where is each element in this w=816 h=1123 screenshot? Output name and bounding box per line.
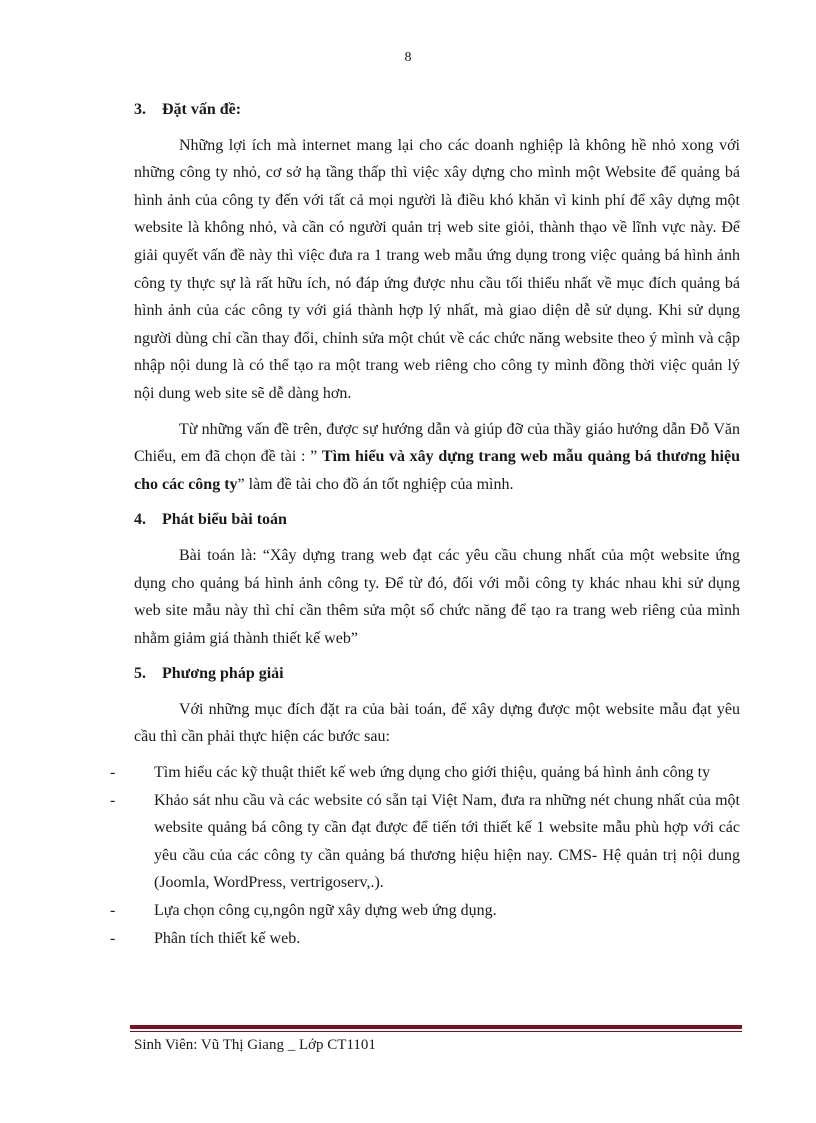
footer-divider-thin — [130, 1031, 742, 1032]
document-body — [110, 90, 740, 952]
paragraph: Bài toán là: “Xây dựng trang web đạt các yêu cầu chung nhất của một website ứng dụng cho quảng bá hình ảnh công ty. Để từ đó, đối với mỗi công ty khác nhau khi sử dụng web site mẫu này thì chỉ cần thêm sửa một số chức năng để tạo ra trang web riêng của mình nhằm giảm giá thành thiết kế web” — [134, 546, 740, 647]
list-item — [110, 759, 740, 787]
section-4-heading — [134, 506, 740, 534]
dash-bullet: - — [110, 902, 116, 920]
section-5-heading — [134, 660, 740, 688]
thesis-topic-title: Tìm hiểu và xây dựng trang web mẫu quảng bá thương hiệu cho các công ty — [134, 448, 740, 493]
list-item — [110, 925, 740, 953]
list-item-text: Phân tích thiết kế web. — [154, 929, 301, 947]
footer-divider-thick — [130, 1025, 742, 1029]
dash-bullet: - — [110, 791, 116, 809]
dash-bullet: - — [110, 764, 116, 782]
paragraph: Với những mục đích đặt ra của bài toán, để xây dựng được một website mẫu đạt yêu cầu thì cần phải thực hiện các bước sau: — [134, 700, 740, 746]
list-item-text: Khảo sát nhu cầu và các website có sẵn tại Việt Nam, đưa ra những nét chung nhất của một website quảng bá công ty cần đạt được để tiến tới thiết kế 1 website mẫu phù hợp với các yêu cầu của các công ty cần quảng bá thương hiệu hiện nay. CMS- Hệ quản trị nội dung (Joomla, WordPress, vertrigoserv,.). — [154, 791, 740, 892]
section-title: Phương pháp giải — [162, 665, 284, 683]
paragraph: Những lợi ích mà internet mang lại cho các doanh nghiệp là không hề nhỏ xong với những công ty nhỏ, cơ sở hạ tầng thấp thì việc xây dựng cho mình một Website để quảng bá hình ảnh của công ty đến với tất cả mọi người là điều khó khăn vì kinh phí để xây dựng một website là không nhỏ, và cần có người quản trị web site giỏi, thành thạo về lĩnh vực này. Để giải quyết vấn đề này thì việc đưa ra 1 trang web mẫu ứng dụng trong việc quảng bá hình ảnh công ty thực sự là rất hữu ích, nó đáp ứng được nhu cầu tối thiểu nhất về mục đích quảng bá hình ảnh của các công ty với giá thành hợp lý nhất, mà giao diện dễ sử dụng. Khi sử dụng người dùng chỉ cần thay đổi, chỉnh sửa một chút về các chức năng website theo ý mình và cập nhập nội dung là có thể tạo ra một trang web riêng cho công ty mình đồng thời việc quản lý nội dung web site sẽ dễ dàng hơn. — [134, 136, 740, 402]
section-number: 4. — [134, 511, 146, 529]
footer-student-info: Sinh Viên: Vũ Thị Giang _ Lớp CT1101 — [134, 1037, 376, 1053]
list-item-text: Lựa chọn công cụ,ngôn ngữ xây dựng web ứng dụng. — [154, 902, 497, 920]
dash-bullet: - — [110, 929, 116, 947]
list-item — [110, 787, 740, 897]
section-title: Phát biểu bài toán — [162, 511, 287, 529]
section-title: Đặt vấn đề: — [162, 101, 242, 118]
page-number: 8 — [404, 50, 412, 65]
list-item — [110, 897, 740, 925]
section-3-heading — [134, 96, 740, 124]
steps-list — [110, 759, 740, 952]
paragraph-text: ” làm đề tài cho đồ án tốt nghiệp của mình. — [237, 475, 514, 493]
list-item-text: Tìm hiểu các kỹ thuật thiết kế web ứng dụng cho giới thiệu, quảng bá hình ảnh công ty — [154, 764, 711, 782]
footer-divider — [130, 1025, 742, 1032]
paragraph-text: Từ những vấn đề trên, được sự hướng dẫn và giúp đỡ của thầy giáo hướng dẫn Đỗ Văn Chiểu, em đã chọn đề tài : ” — [134, 420, 740, 466]
section-number: 5. — [134, 665, 146, 683]
paragraph-topic — [134, 416, 740, 499]
section-number: 3. — [134, 101, 146, 118]
